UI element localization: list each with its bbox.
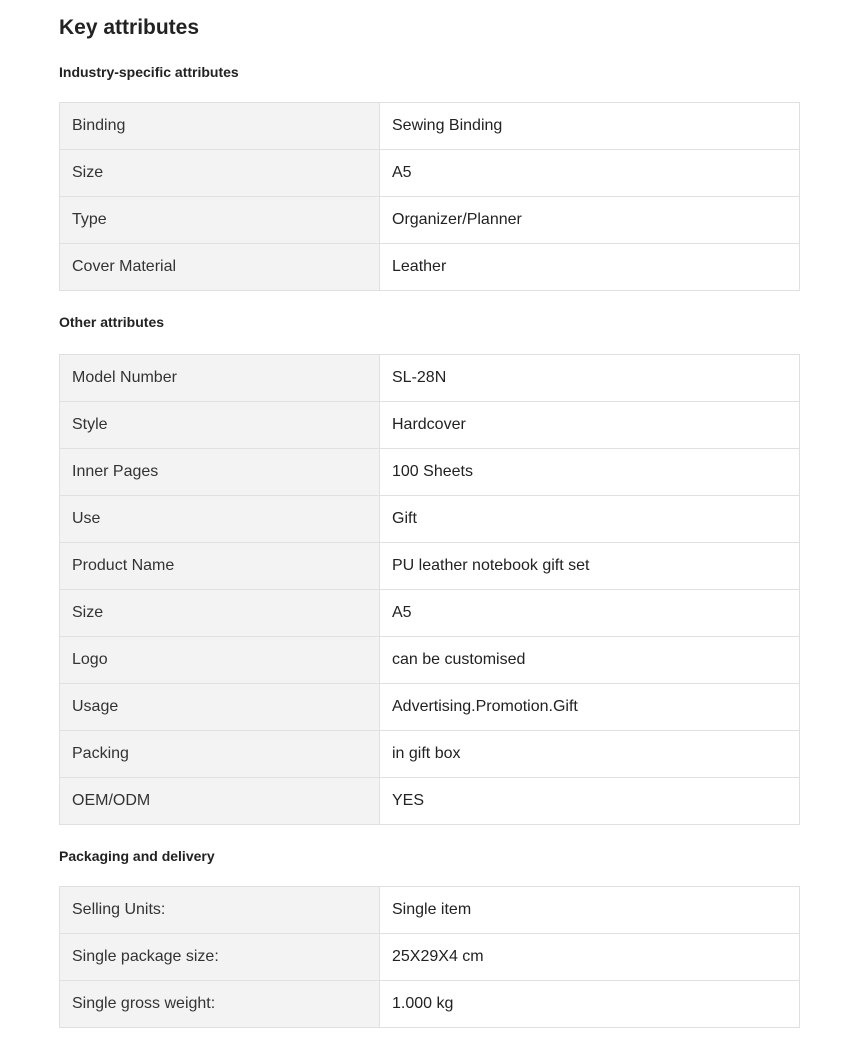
attribute-value: A5 <box>380 150 800 197</box>
attribute-value: Leather <box>380 244 800 291</box>
other-attributes-table <box>59 354 800 825</box>
attribute-name: Use <box>60 496 380 543</box>
attribute-row <box>60 590 800 637</box>
attribute-name: Style <box>60 402 380 449</box>
attribute-value: PU leather notebook gift set <box>380 543 800 590</box>
attribute-row <box>60 244 800 291</box>
section-title-packaging: Packaging and delivery <box>59 848 215 864</box>
attribute-row <box>60 449 800 496</box>
attribute-row <box>60 934 800 981</box>
attribute-value: in gift box <box>380 731 800 778</box>
attribute-row <box>60 684 800 731</box>
attribute-row <box>60 543 800 590</box>
packaging-attributes-table <box>59 886 800 1028</box>
attribute-name: Binding <box>60 103 380 150</box>
attribute-name: Selling Units: <box>60 887 380 934</box>
section-title-industry: Industry-specific attributes <box>59 64 239 80</box>
page-title: Key attributes <box>59 16 200 39</box>
attribute-row <box>60 637 800 684</box>
attribute-name: Size <box>60 590 380 637</box>
attribute-value: Sewing Binding <box>380 103 800 150</box>
attribute-value: can be customised <box>380 637 800 684</box>
attribute-value: 25X29X4 cm <box>380 934 800 981</box>
attribute-row <box>60 731 800 778</box>
section-title-other: Other attributes <box>59 314 165 330</box>
attribute-name: Size <box>60 150 380 197</box>
attribute-name: Inner Pages <box>60 449 380 496</box>
attribute-name: Product Name <box>60 543 380 590</box>
attribute-row <box>60 150 800 197</box>
attribute-row <box>60 981 800 1028</box>
attribute-value: A5 <box>380 590 800 637</box>
attribute-name: Single package size: <box>60 934 380 981</box>
attribute-value: 1.000 kg <box>380 981 800 1028</box>
attribute-row <box>60 197 800 244</box>
industry-attributes-table <box>59 102 800 291</box>
attribute-name: Packing <box>60 731 380 778</box>
attribute-row <box>60 402 800 449</box>
attribute-value: Organizer/Planner <box>380 197 800 244</box>
attribute-row <box>60 496 800 543</box>
attribute-name: Single gross weight: <box>60 981 380 1028</box>
attribute-value: Single item <box>380 887 800 934</box>
attribute-name: Type <box>60 197 380 244</box>
attribute-row <box>60 103 800 150</box>
attribute-value: SL-28N <box>380 355 800 402</box>
attribute-name: OEM/ODM <box>60 778 380 825</box>
attribute-value: Hardcover <box>380 402 800 449</box>
attribute-value: Gift <box>380 496 800 543</box>
attribute-name: Cover Material <box>60 244 380 291</box>
attribute-name: Model Number <box>60 355 380 402</box>
attribute-row <box>60 778 800 825</box>
attribute-name: Logo <box>60 637 380 684</box>
attribute-row <box>60 355 800 402</box>
attribute-value: Advertising.Promotion.Gift <box>380 684 800 731</box>
attribute-value: 100 Sheets <box>380 449 800 496</box>
attribute-value: YES <box>380 778 800 825</box>
attribute-name: Usage <box>60 684 380 731</box>
attribute-row <box>60 887 800 934</box>
